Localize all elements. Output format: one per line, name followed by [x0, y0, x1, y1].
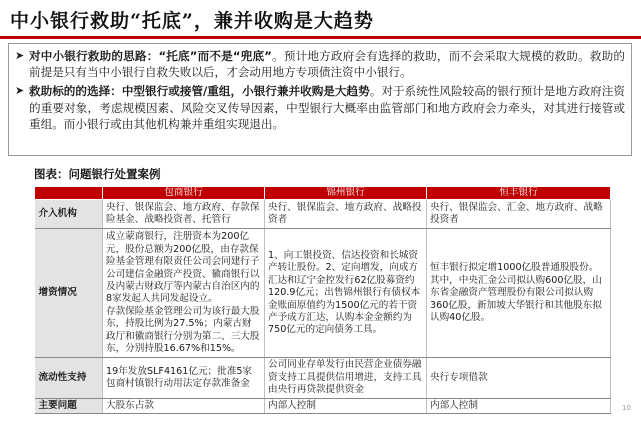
table-cell: 1、向工银投资、信达投资和长城资产转让股份。2、定向增发，向成方汇达和辽宁金控发行62亿股募资约120.9亿元；出售锦州银行有债权本金账面原值约为1500亿元的若干资产予成方汇达，认购本金金额约为750亿元的定向债务工具。	[265, 229, 427, 358]
table-row	[35, 398, 611, 413]
bullet-rescue-approach	[15, 48, 625, 80]
table-caption: 图表：问题银行处置案例	[34, 167, 161, 181]
bank-cases-table	[34, 186, 611, 414]
table-cell	[103, 229, 265, 358]
table-cell: 央行、银保监会、汇金、地方政府、战略投资者	[427, 200, 611, 229]
header-hengfeng-bank: 恒丰银行	[427, 187, 611, 200]
row-label-intervening-agencies: 介入机构	[35, 200, 103, 229]
bullet-lead: 对中小银行救助的思路：“托底”而不是“兜底”	[29, 49, 272, 63]
table-cell: 央行专项借款	[427, 358, 611, 398]
row-label-liquidity-support: 流动性支持	[35, 358, 103, 398]
table-cell: 内部人控制	[427, 398, 611, 413]
title-divider	[0, 36, 641, 39]
bullet-rescue-targets	[15, 83, 625, 132]
table-cell: 恒丰银行拟定增1000亿股普通股股份。其中，中央汇金公司拟认购600亿股，山东省金融资产管理股份有限公司拟认购360亿股，新加坡大华银行和其他股东拟认购40亿股。	[427, 229, 611, 358]
table-header-row	[35, 187, 611, 200]
cell-paragraph: 存款保险基金管理公司为该行最大股东，持股比例为27.5%；内蒙古财政厅和徽商银行分别为第二、三大股东，分别持股16.67%和15%。	[106, 305, 260, 355]
table-cell: 19年发放SLF4161亿元；批准5家包商村镇银行动用法定存款准备金	[103, 358, 265, 398]
table-cell: 大股东占款	[103, 398, 265, 413]
arrow-bullet-icon: ➤	[15, 49, 25, 62]
summary-box	[8, 43, 632, 156]
header-baoshang-bank: 包商银行	[103, 187, 265, 200]
table-row	[35, 200, 611, 229]
cell-paragraph: 成立蒙商银行，注册资本为200亿元，股份总额为200亿股，由存款保险基金管理有限责任公司会同建行子公司建信金融资产投资、徽商银行以及内蒙古财政厅等内蒙古自治区内的8家发起人共同发起设立。	[106, 231, 260, 305]
row-label-capital-increase: 增资情况	[35, 229, 103, 358]
row-label-main-issues: 主要问题	[35, 398, 103, 413]
slide-title: 中小银行救助“托底”，兼并收购是大趋势	[10, 10, 374, 32]
table-row	[35, 229, 611, 358]
table-cell: 内部人控制	[265, 398, 427, 413]
table-row	[35, 358, 611, 398]
table-cell: 央行、银保监会、地方政府、存款保险基金、战略投资者、托管行	[103, 200, 265, 229]
table-cell: 央行、银保监会、地方政府、战略投资者	[265, 200, 427, 229]
header-jinzhou-bank: 锦州银行	[265, 187, 427, 200]
bullet-text: 。对于系统性风险较高的银行预计是地方政府注资的重要对象，考虑规模因素、风险交叉传导因素，中型银行大概率由监管部门和地方政府会力牵头，对其进行接管或重组。而小银行或由其他机构兼并重组实现退出。	[29, 84, 625, 131]
bullet-text: 。预计地方政府会有选择的救助，而不会采取大规模的救助。救助的前提是只有当中小银行自救失败以后，才会动用地方专项债注资中小银行。	[29, 49, 625, 80]
bullet-lead: 救助标的的选择：中型银行或接管/重组，小银行兼并收购是大趋势	[29, 84, 370, 99]
page-number: 10	[622, 404, 631, 412]
arrow-bullet-icon: ➤	[15, 84, 25, 98]
table-cell: 公司同业存单发行由民营企业债券融资支持工具提供信用增进，支持工具由央行再贷款提供资金	[265, 358, 427, 398]
header-corner	[35, 187, 103, 200]
